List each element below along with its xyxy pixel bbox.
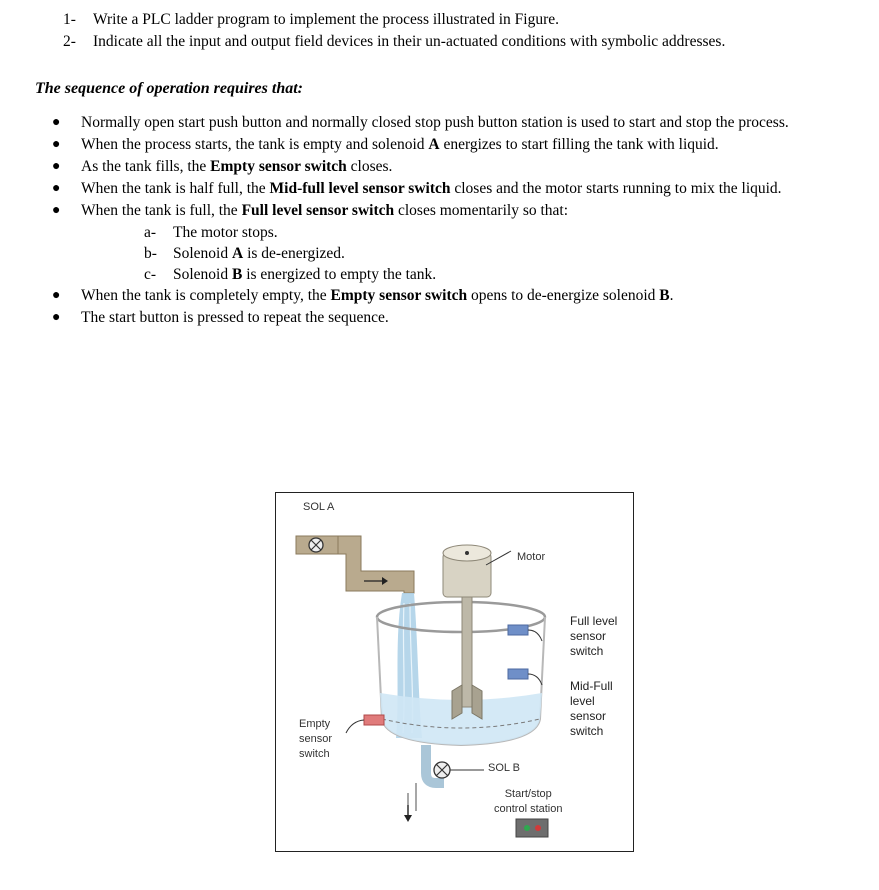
- list-item: [52, 307, 852, 328]
- drain-arrowhead-icon: [404, 815, 412, 822]
- item-bold: Empty sensor switch: [330, 287, 468, 304]
- empty-sensor: [364, 715, 384, 725]
- sub-text: is de-energized.: [243, 245, 345, 262]
- full-sensor-wire: [528, 630, 542, 641]
- tank-illustration: [276, 493, 635, 853]
- item-text: closes.: [346, 158, 393, 175]
- sequence-heading: The sequence of operation requires that:: [35, 80, 303, 97]
- sub-item: [144, 243, 852, 264]
- task-text: Write a PLC ladder program to implement the process illustrated in Figure.: [93, 11, 559, 28]
- empty-sensor-label: Empty sensor switch: [299, 718, 333, 760]
- list-item: [52, 200, 852, 221]
- sub-text: The motor stops.: [173, 224, 278, 241]
- bullet-icon: ●: [52, 310, 61, 325]
- sub-item: [144, 264, 852, 285]
- motor-shaft-cap: [465, 551, 469, 555]
- stop-button[interactable]: [535, 825, 541, 831]
- item-text: energizes to start filling the tank with liquid.: [439, 136, 719, 153]
- mid-full-label: Mid-Full level sensor switch: [570, 679, 613, 738]
- item-text: Normally open start push button and normally closed stop push button station is used to start and stop the process.: [81, 114, 789, 131]
- task-number: 2-: [63, 33, 76, 50]
- item-text: opens to de-energize solenoid: [467, 287, 660, 304]
- task-number: 1-: [63, 11, 76, 28]
- control-station-box: [516, 819, 548, 837]
- item-text: When the tank is completely empty, the: [81, 287, 331, 304]
- bullet-icon: ●: [52, 159, 61, 174]
- item-bold: Full level sensor switch: [241, 202, 395, 219]
- item-bold: Mid-full level sensor switch: [269, 180, 451, 197]
- full-level-label: Full level sensor switch: [570, 614, 618, 658]
- sub-label: a-: [144, 224, 157, 241]
- station-label: Start/stop control station: [494, 788, 563, 815]
- item-bold: Empty sensor switch: [210, 158, 347, 175]
- sol-b-label: SOL B: [488, 762, 520, 774]
- sol-a-label: SOL A: [303, 501, 335, 513]
- bullet-icon: ●: [52, 181, 61, 196]
- sub-bold: B: [232, 266, 243, 283]
- full-level-sensor: [508, 625, 528, 635]
- list-item: [52, 134, 852, 155]
- sub-text: Solenoid: [173, 245, 232, 262]
- item-text: When the tank is full, the: [81, 202, 242, 219]
- task-list: [63, 9, 725, 53]
- motor-label: Motor: [517, 551, 546, 563]
- item-text: When the process starts, the tank is empty and solenoid: [81, 136, 429, 153]
- task-1: [63, 9, 725, 31]
- task-text: Indicate all the input and output field devices in their un-actuated conditions with symbolic addresses.: [93, 33, 726, 50]
- item-text: The start button is pressed to repeat the sequence.: [81, 309, 389, 326]
- drain-pipe: [408, 783, 416, 815]
- mid-full-sensor: [508, 669, 528, 679]
- mixer-shaft: [462, 597, 472, 707]
- bullet-icon: ●: [52, 137, 61, 152]
- empty-sensor-wire: [346, 720, 364, 733]
- list-item: [52, 156, 852, 177]
- sub-item: [144, 222, 852, 243]
- item-text: closes and the motor starts running to mix the liquid.: [450, 180, 782, 197]
- sub-text: Solenoid: [173, 266, 232, 283]
- bullet-icon: ●: [52, 203, 61, 218]
- item-text: When the tank is half full, the: [81, 180, 270, 197]
- sub-bold: A: [232, 245, 244, 262]
- inlet-pipe: [338, 536, 414, 593]
- sub-label: b-: [144, 245, 157, 262]
- list-item: [52, 178, 852, 199]
- bullet-icon: ●: [52, 115, 61, 130]
- mid-sensor-wire: [528, 674, 542, 685]
- sequence-list: [52, 112, 852, 329]
- item-text: .: [669, 287, 674, 304]
- list-item: [52, 285, 852, 306]
- item-text: As the tank fills, the: [81, 158, 211, 175]
- sub-label: c-: [144, 266, 157, 283]
- item-bold: A: [428, 136, 440, 153]
- bullet-icon: ●: [52, 288, 61, 303]
- item-bold: B: [659, 287, 670, 304]
- list-item: [52, 112, 852, 133]
- process-figure: [275, 492, 634, 852]
- task-2: [63, 31, 725, 53]
- item-text: closes momentarily so that:: [394, 202, 569, 219]
- sub-text: is energized to empty the tank.: [242, 266, 437, 283]
- start-button[interactable]: [524, 825, 530, 831]
